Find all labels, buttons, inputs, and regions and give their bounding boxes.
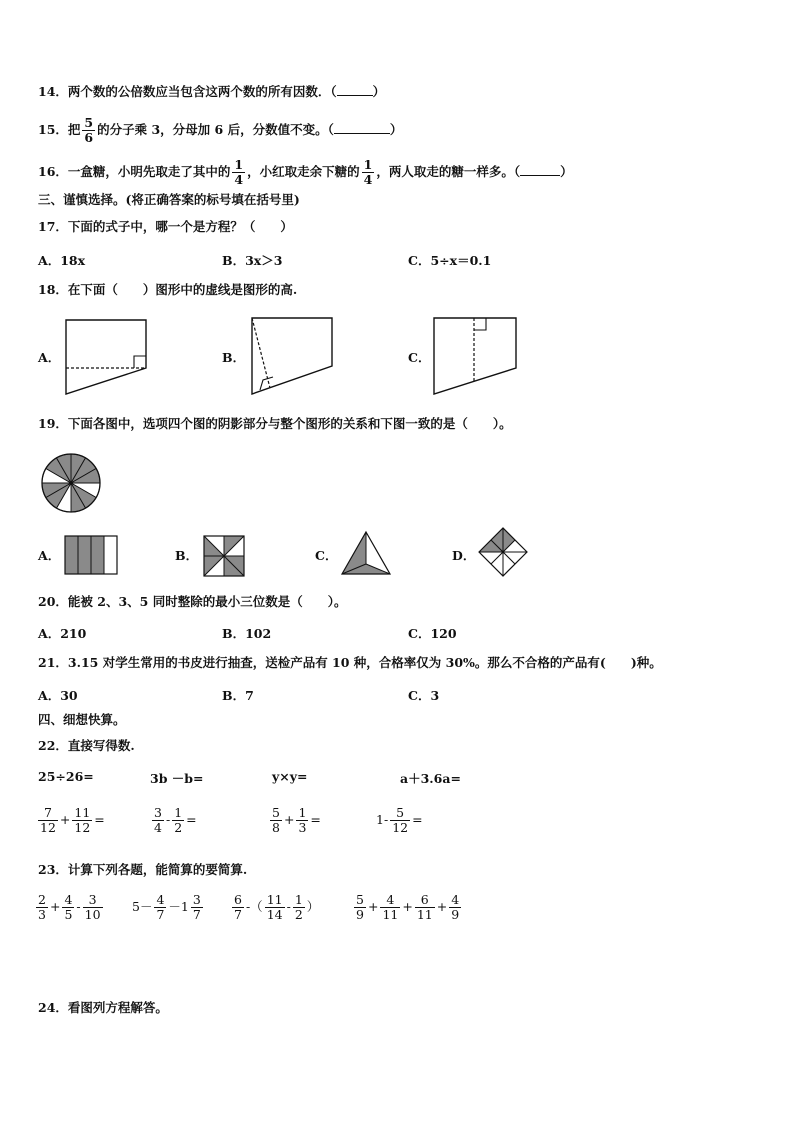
question-21: 21．3.15 对学生常用的书皮进行抽查，送检产品有 10 种，合格率仅为 30%。那么不合格的产品有( )种。 xyxy=(38,655,662,670)
question-16: 16．一盒糖，小明先取走了其中的 $\frac{1}{4}$ ，小红取走余下糖的 $\frac{1}{4}$ ，两人取走的糖一样多。（ ） xyxy=(38,157,573,187)
question-20: 20．能被 2、3、5 同时整除的最小三位数是（ ）。 xyxy=(38,594,347,609)
option-c[interactable]: C．5÷x＝0.1 xyxy=(408,253,492,268)
option-b[interactable]: B．102 xyxy=(222,626,272,641)
option-a[interactable]: A．30 xyxy=(38,688,78,703)
expression: a＋3.6a= xyxy=(400,771,461,786)
question-18: 18．在下面（ ）图形中的虚线是图形的高. xyxy=(38,282,298,297)
expression: 1- $\frac{5}{12}$ = xyxy=(376,805,423,835)
question-19: 19．下面各图中，选项四个图的阴影部分与整个图形的关系和下图一致的是（ ）。 xyxy=(38,416,512,431)
reference-circle-figure xyxy=(40,452,104,516)
option-b[interactable]: B．3x＞3 xyxy=(222,253,283,268)
answer-blank[interactable] xyxy=(520,163,560,176)
option-c[interactable]: C．3 xyxy=(408,688,440,703)
expression: $\frac{2}{3}$ + $\frac{4}{5}$ - $\frac{3}{10}$ xyxy=(38,892,101,922)
option-c-label[interactable]: C． xyxy=(408,350,431,365)
question-23: 23．计算下列各题，能简算的要简算. xyxy=(38,862,248,877)
answer-blank[interactable] xyxy=(334,121,390,134)
answer-blank[interactable] xyxy=(337,83,373,96)
section-heading: 三、谨慎选择。(将正确答案的标号填在括号里) xyxy=(38,192,300,207)
option-b-label[interactable]: B． xyxy=(222,350,246,365)
trapezoid-figure-c xyxy=(430,316,522,400)
question-22: 22．直接写得数. xyxy=(38,738,135,753)
expression: 25÷26= xyxy=(38,769,94,784)
option-a[interactable]: A．210 xyxy=(38,626,87,641)
option-b-label[interactable]: B． xyxy=(175,548,199,563)
trapezoid-figure-a xyxy=(60,318,152,398)
question-15: 15．把 $\frac{5}{6}$ 的分子乘 3，分母加 6 后，分数值不变。（ ） xyxy=(38,115,403,145)
option-c-triangle xyxy=(340,530,392,578)
option-a-label[interactable]: A． xyxy=(38,350,61,365)
option-a-striped-rectangle xyxy=(64,534,120,576)
expression: 5－ $\frac{4}{7}$ －1 $\frac{3}{7}$ xyxy=(132,892,201,922)
option-b-divided-square xyxy=(202,534,248,578)
expression: $\frac{6}{7}$ -（ $\frac{11}{14}$ - $\frac{1}{2}$ ） xyxy=(234,892,320,922)
question-14: 14．两个数的公倍数应当包含这两个数的所有因数．（ ） xyxy=(38,84,386,99)
option-a[interactable]: A．18x xyxy=(38,253,86,268)
expression: y×y= xyxy=(272,769,308,784)
fraction: $\frac{5}{6}$ xyxy=(84,115,94,145)
expression: $\frac{7}{12}$ + $\frac{11}{12}$ = xyxy=(40,805,105,835)
expression: $\frac{5}{9}$ + $\frac{4}{11}$ + $\frac{6}{11}$ + $\frac{4}{9}$ xyxy=(356,892,460,922)
option-c-label[interactable]: C． xyxy=(315,548,338,563)
question-17: 17．下面的式子中，哪一个是方程？（ ） xyxy=(38,219,293,234)
expression: $\frac{3}{4}$ - $\frac{1}{2}$ = xyxy=(154,805,197,835)
fraction: $\frac{1}{4}$ xyxy=(234,157,244,187)
option-d-label[interactable]: D． xyxy=(452,548,476,563)
expression: 3b －b= xyxy=(150,771,204,786)
trapezoid-figure-b xyxy=(246,316,338,400)
question-24: 24．看图列方程解答。 xyxy=(38,1000,168,1015)
option-d-diamond xyxy=(476,526,532,580)
option-a-label[interactable]: A． xyxy=(38,548,61,563)
section-heading: 四、细想快算。 xyxy=(38,712,126,727)
fraction: $\frac{1}{4}$ xyxy=(363,157,373,187)
option-c[interactable]: C．120 xyxy=(408,626,457,641)
expression: $\frac{5}{8}$ + $\frac{1}{3}$ = xyxy=(272,805,321,835)
option-b[interactable]: B．7 xyxy=(222,688,254,703)
